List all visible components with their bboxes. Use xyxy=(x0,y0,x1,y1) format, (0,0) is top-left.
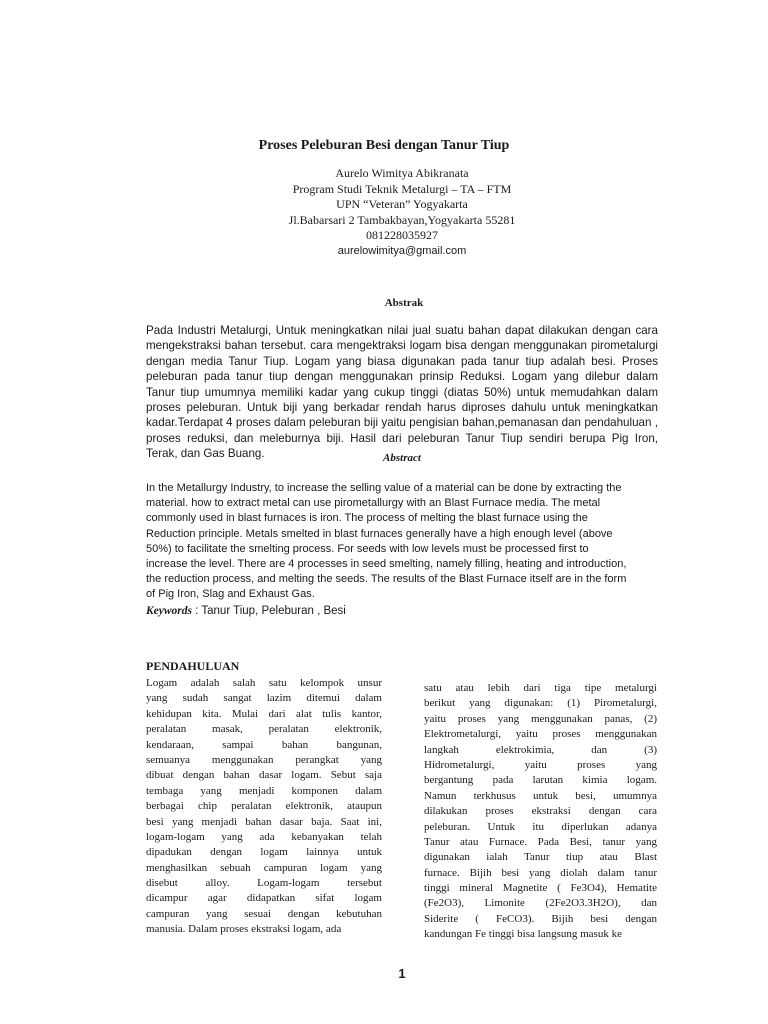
right-column-line: satu atau lebih dari tiga tipe metalurgi xyxy=(424,682,657,694)
author-address: Jl.Babarsari 2 Tambakbayan,Yogyakarta 55281 xyxy=(288,212,516,227)
abstract-paragraph xyxy=(146,481,658,603)
abstract-line: of Pig Iron, Slag and Exhaust Gas. xyxy=(146,588,315,601)
right-column-line: yaitu proses yang menggunakan panas, (2) xyxy=(424,712,657,725)
left-column-line: kendaraan, sampai bahan bangunan, xyxy=(146,738,382,751)
abstract-line: Reduction principle. Metals smelted in blast furnaces generally have a high enough level (above xyxy=(146,527,613,540)
abstract-line: commonly used in blast furnaces is iron. The process of melting the blast furnace using the xyxy=(146,512,588,525)
author-program: Program Studi Teknik Metalurgi – TA – FTM xyxy=(292,181,512,196)
abstrak-line: dengan media Tanur Tiup. Logam yang biasa digunakan pada tanur tiup adalah besi. Proses xyxy=(146,354,658,368)
abstract-line: the reduction process, and melting the seeds. The results of the Blast Furnace itself are in the form xyxy=(146,573,627,586)
left-column-line: semuanya menggunakan perangkat yang xyxy=(146,753,382,766)
keywords-label: Keywords xyxy=(146,605,192,617)
left-column-line: besi yang menjadi bahan dasar baja. Saat ini, xyxy=(146,815,382,828)
left-column-line: manusia. Dalam proses ekstraksi logam, ada xyxy=(146,923,342,936)
left-column-line: disebut alloy. Logam-logam tersebut xyxy=(146,877,382,890)
section-heading: PENDAHULUAN xyxy=(146,659,240,673)
left-column-line: campuran yang sesuai dengan kebutuhan xyxy=(146,907,382,920)
page-number: 1 xyxy=(398,966,406,981)
abstrak-line: proses peleburan. Untuk biji yang berkadar rendah harus diproses dahulu untuk meningkatkan xyxy=(146,400,658,414)
keywords-line xyxy=(146,605,346,617)
right-column-line: berikut yang digunakan: (1) Pirometalurgi, xyxy=(424,697,657,710)
right-column-line: (Fe2O3), Limonite (2Fe2O3.3H2O), dan xyxy=(424,897,657,910)
paper-title: Proses Peleburan Besi dengan Tanur Tiup xyxy=(258,138,510,153)
left-column-line: peralatan masak, peralatan elektronik, xyxy=(146,723,382,736)
right-column-line: Hidrometalurgi, yaitu proses yang xyxy=(424,758,657,771)
left-column-line: tembaga yang menjadi komponen dalam xyxy=(146,784,382,797)
left-column-line: dicampur agar didapatkan sifat logam xyxy=(146,892,382,905)
author-block xyxy=(0,166,768,259)
author-name: Aurelo Wimitya Abikranata xyxy=(335,166,469,180)
right-column-line: digunakan ialah Tanur tiup atau Blast xyxy=(424,851,657,864)
left-column-line: kehidupan kita. Mulai dari alat tulis kantor, xyxy=(146,707,382,720)
abstrak-line: kadar.Terdapat 4 proses dalam peleburan biji yaitu pengisian bahan,pemanasan dan pendahuluan , xyxy=(146,416,658,430)
left-column-line: berbagai chip peralatan elektronik, ataupun xyxy=(146,800,382,813)
abstrak-line: Pada Industri Metalurgi, Untuk meningkatkan nilai jual suatu bahan dapat dilakukan dengan cara xyxy=(146,324,658,337)
right-column-line: peleburan. Untuk itu diperlukan adanya xyxy=(424,820,657,833)
right-column xyxy=(424,681,657,943)
abstrak-line: proses reduksi, dan meleburnya biji. Hasil dari peleburan Tanur Tiup sendiri berupa Pig Iron, xyxy=(146,431,658,445)
right-column-line: furnace. Bijih besi yang diolah dalam tanur xyxy=(424,866,657,879)
left-column-line: dipadukan dengan logam lainnya untuk xyxy=(146,846,382,859)
left-column-line: menghasilkan sebuah campuran logam yang xyxy=(146,861,382,874)
abstrak-line: Terak, dan Gas Buang. xyxy=(146,447,265,461)
abstrak-line: mengekstraksi bahan tersebut. cara mengektraksi logam bisa dengan menggunakan pirometalurgi xyxy=(146,339,658,353)
right-column-line: Namun terkhusus untuk besi, umumnya xyxy=(424,789,657,802)
right-column-line: tinggi mineral Magnetite ( Fe3O4), Hematite xyxy=(424,882,657,895)
right-column-line: kandungan Fe tinggi bisa langsung masuk ke xyxy=(424,928,622,941)
abstract-line: material. how to extract metal can use pirometallurgy with an Blast Furnace media. The metal xyxy=(146,497,601,510)
right-column-line: Siderite ( FeCO3). Bijih besi dengan xyxy=(424,912,657,925)
right-column-line: dilakukan proses ekstraksi dengan cara xyxy=(424,805,657,818)
abstrak-line: Tanur tiup umumnya memiliki kadar yang cukup tinggi (diatas 50%) untuk memudahkan dalam xyxy=(146,385,658,399)
abstract-heading: Abstract xyxy=(383,452,421,464)
left-column xyxy=(146,676,382,938)
abstract-line: 50%) to facilitate the smelting process. For seeds with low levels must be processed first to xyxy=(146,542,589,555)
left-column-line: yang sudah sangat lazim ditemui dalam xyxy=(146,692,382,705)
keywords-text: : Tanur Tiup, Peleburan , Besi xyxy=(192,605,346,617)
author-email: aurelowimitya@gmail.com xyxy=(337,244,467,257)
author-university: UPN “Veteran” Yogyakarta xyxy=(336,197,468,211)
right-column-line: langkah elektrokimia, dan (3) xyxy=(424,743,657,756)
abstrak-heading: Abstrak xyxy=(384,297,424,309)
right-column-line: Tanur atau Furnace. Pada Besi, tanur yang xyxy=(424,835,657,848)
left-column-line: dibuat dengan bahan dasar logam. Sebut saja xyxy=(146,769,382,782)
abstract-line: In the Metallurgy Industry, to increase the selling value of a material can be done by extracting the xyxy=(146,482,622,494)
abstrak-line: peleburan pada tanur tiup dengan menggunakan prinsip Reduksi. Logam yang dilebur dalam xyxy=(146,370,658,384)
right-column-line: Elektrometalurgi, yaitu proses menggunakan xyxy=(424,728,657,741)
abstract-line: increase the level. There are 4 processes in seed smelting, namely filling, heating and introduction, xyxy=(146,557,627,570)
right-column-line: bergantung pada larutan kimia logam. xyxy=(424,774,657,787)
left-column-line: Logam adalah salah satu kelompok unsur xyxy=(146,677,382,689)
abstrak-paragraph xyxy=(146,323,658,462)
left-column-line: logam-logam yang ada kebanyakan telah xyxy=(146,830,382,843)
author-phone: 081228035927 xyxy=(366,228,438,242)
